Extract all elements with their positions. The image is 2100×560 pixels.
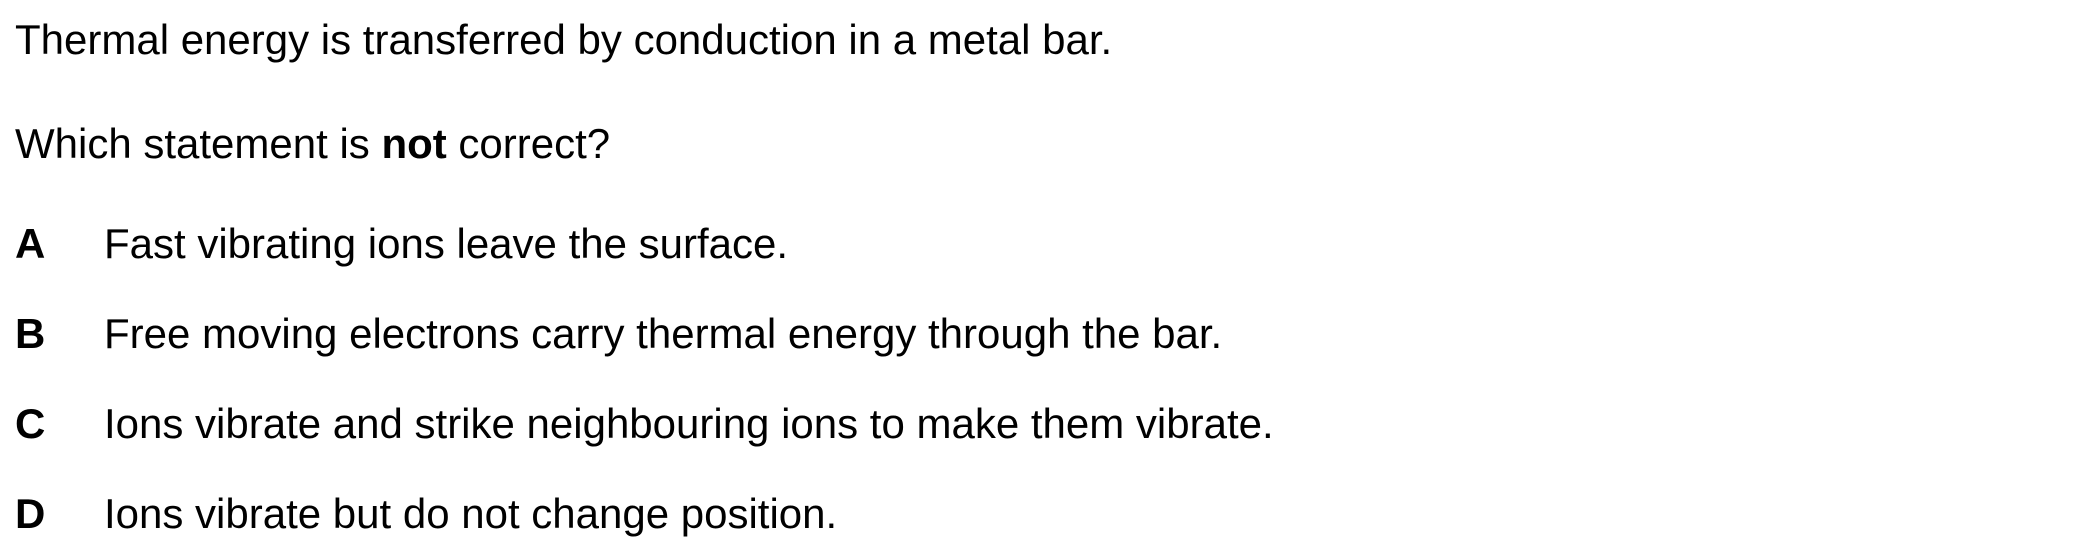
option-a-letter: A	[15, 220, 46, 267]
question-prompt	[15, 118, 610, 170]
prompt-text-before: Which statement is	[15, 120, 382, 167]
question-stem: Thermal energy is transferred by conduction in a metal bar.	[15, 16, 1113, 63]
option-d-letter: D	[15, 490, 46, 537]
option-d-text: Ions vibrate but do not change position.	[104, 490, 838, 537]
option-a-text: Fast vibrating ions leave the surface.	[104, 220, 789, 267]
prompt-emphasis: not	[381, 120, 447, 167]
option-c-letter: C	[15, 400, 46, 447]
option-b-text: Free moving electrons carry thermal energy through the bar.	[104, 310, 1223, 357]
option-b-letter: B	[15, 310, 46, 357]
option-c-text: Ions vibrate and strike neighbouring ions to make them vibrate.	[104, 400, 1274, 447]
prompt-text-after: correct?	[446, 120, 611, 167]
